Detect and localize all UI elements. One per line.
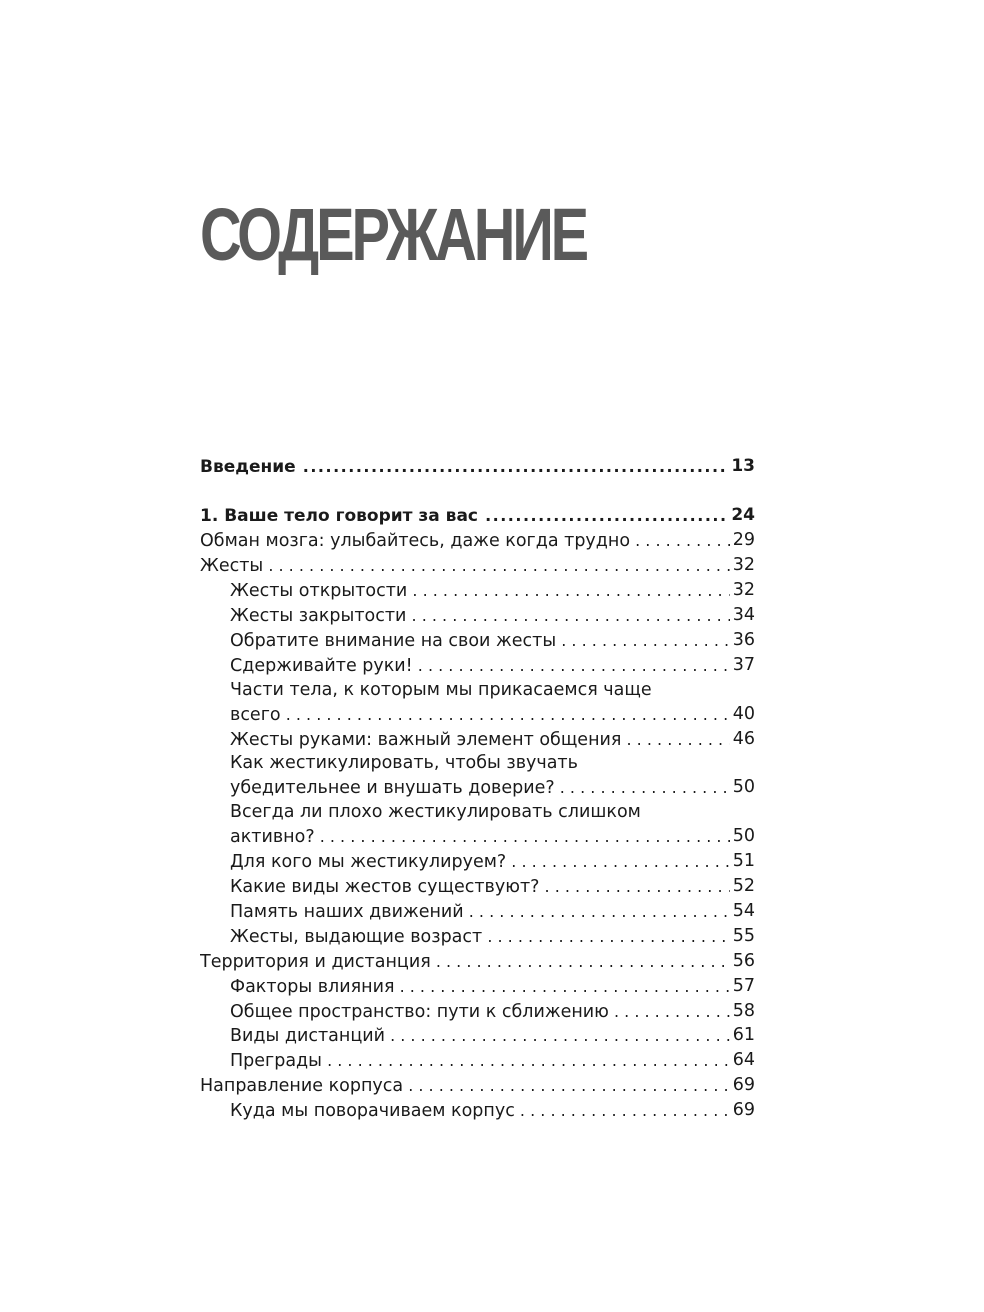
- toc-entry-title: Преграды . . .: [230, 1049, 755, 1074]
- toc-entry-title: Для кого мы жестикулируем? . . .: [230, 850, 755, 875]
- toc-entry: [200, 801, 755, 850]
- toc-entry-title: 1. Ваше тело говорит за вас .....: [200, 504, 755, 529]
- toc-entry-title: Общее пространство: пути к сближению . . .: [230, 1000, 755, 1025]
- toc-entry-title: всего . . .: [230, 703, 755, 728]
- toc-entry-title: Введение .....: [200, 455, 755, 480]
- toc-entry-page-number: 61: [730, 1024, 755, 1048]
- toc-entry-title: Виды дистанций . . .: [230, 1024, 755, 1049]
- toc-entry-page-number: 52: [730, 875, 755, 899]
- toc-entry-title-line: Всегда ли плохо жестикулировать слишком: [230, 802, 641, 823]
- toc-entry: [200, 604, 755, 629]
- toc-entry-page-number: 69: [730, 1074, 755, 1098]
- toc-entry-title: Жесты . . .: [200, 554, 755, 579]
- toc-entry: [200, 455, 755, 480]
- toc-entry-title: Территория и дистанция . . .: [200, 950, 755, 975]
- toc-entry-page-number: 29: [730, 529, 755, 553]
- toc-entry-title: Память наших движений . . .: [230, 900, 755, 925]
- toc-entry-title: Обман мозга: улыбайтесь, даже когда трудно . . .: [200, 529, 755, 554]
- toc-entry-page-number: 69: [730, 1099, 755, 1123]
- toc-entry: [200, 629, 755, 654]
- toc-entry: [200, 875, 755, 900]
- toc-entry: [200, 1000, 755, 1025]
- toc-entry-page-number: 32: [730, 554, 755, 578]
- toc-entry-page-number: 56: [730, 950, 755, 974]
- toc-entry-page-number: 34: [730, 604, 755, 628]
- toc-entry: [200, 504, 755, 529]
- toc-entry-page-number: 57: [730, 975, 755, 999]
- toc-entry-title: активно? . . .: [230, 825, 755, 850]
- toc-entry: [200, 728, 755, 753]
- toc-entry: [200, 1024, 755, 1049]
- toc-entry-title: Жесты закрытости . . .: [230, 604, 755, 629]
- toc-entry-title-line: Как жестикулировать, чтобы звучать: [230, 753, 578, 774]
- toc-entry-page-number: 46: [730, 728, 755, 752]
- table-of-contents: [200, 455, 755, 1124]
- toc-entry: [200, 975, 755, 1000]
- toc-entry-page-number: 32: [730, 579, 755, 603]
- toc-entry-title: Обратите внимание на свои жесты . . .: [230, 629, 755, 654]
- toc-entry: [200, 529, 755, 554]
- toc-entry-page-number: 50: [730, 776, 755, 800]
- toc-entry-page-number: 24: [728, 504, 755, 528]
- toc-entry: [200, 1074, 755, 1099]
- page-title: СОДЕРЖАНИЕ: [200, 193, 587, 276]
- toc-entry: [200, 554, 755, 579]
- toc-entry-page-number: 36: [730, 629, 755, 653]
- toc-entry-title: Сдерживайте руки! . . .: [230, 654, 755, 679]
- toc-entry-page-number: 13: [728, 455, 755, 479]
- toc-entry: [200, 1099, 755, 1124]
- toc-entry: [200, 900, 755, 925]
- toc-entry-title: Какие виды жестов существуют? . . .: [230, 875, 755, 900]
- toc-entry-title-line: Части тела, к которым мы прикасаемся чаще: [230, 679, 652, 700]
- toc-entry-page-number: 37: [730, 654, 755, 678]
- toc-entry-page-number: 51: [730, 850, 755, 874]
- toc-entry-page-number: 55: [730, 925, 755, 949]
- toc-entry: [200, 752, 755, 801]
- toc-entry-page-number: 54: [730, 900, 755, 924]
- toc-entry-page-number: 50: [730, 825, 755, 849]
- toc-entry: [200, 579, 755, 604]
- toc-entry-title: Куда мы поворачиваем корпус . . .: [230, 1099, 755, 1124]
- toc-entry: [200, 850, 755, 875]
- toc-entry: [200, 654, 755, 679]
- toc-entry-page-number: 64: [730, 1049, 755, 1073]
- toc-entry-page-number: 40: [730, 703, 755, 727]
- toc-entry-page-number: 58: [730, 1000, 755, 1024]
- toc-entry-title: убедительнее и внушать доверие? . . .: [230, 776, 755, 801]
- toc-entry: [200, 925, 755, 950]
- toc-entry-title: Факторы влияния . . .: [230, 975, 755, 1000]
- toc-entry-title: Жесты руками: важный элемент общения . . .: [230, 728, 755, 753]
- toc-entry-title: Жесты, выдающие возраст . . .: [230, 925, 755, 950]
- toc-entry-title: Жесты открытости . . .: [230, 579, 755, 604]
- toc-entry: [200, 1049, 755, 1074]
- toc-entry: [200, 679, 755, 728]
- toc-entry: [200, 950, 755, 975]
- toc-entry-title: Направление корпуса . . .: [200, 1074, 755, 1099]
